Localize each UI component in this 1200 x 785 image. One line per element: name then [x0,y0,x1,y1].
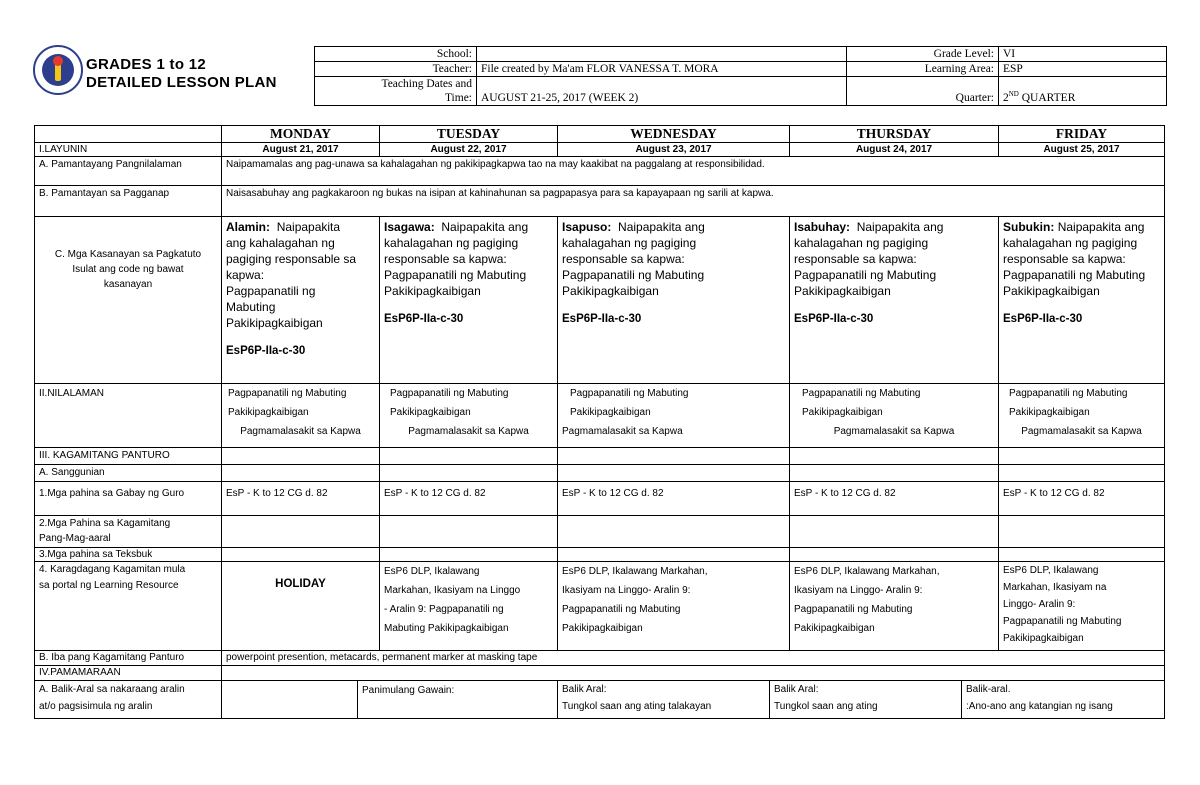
nilalaman-row [35,384,1165,448]
nilalaman-line2: Pakikipagkaibigan [390,407,471,418]
strategy-thursday-line: Pagpapanatili ng Mabuting [794,268,937,282]
strategy-monday-line: Pakikipagkaibigan [226,316,323,330]
teaching-dates-label [315,77,477,106]
balik-label [35,681,222,719]
strategy-friday-name: Subukin: [1003,220,1055,234]
strategy-thursday-line: responsable sa kapwa: [794,252,917,266]
pamamaraan-label: IV.PAMAMARAAN [35,666,222,681]
sanggunian-monday [222,465,380,482]
strategy-friday-line: responsable sa kapwa: [1003,252,1126,266]
day-friday: FRIDAY [999,126,1165,143]
iba-row [35,651,1165,666]
sanggunian-label: A. Sanggunian [35,465,222,482]
strategy-friday-line: Pakikipagkaibigan [1003,284,1100,298]
kasanayan-label-line1: C. Mga Kasanayan sa Pagkatuto [54,249,202,260]
nilalaman-line3: Pagmamalasakit sa Kapwa [240,426,361,437]
teksbuk-wednesday [558,548,790,562]
karagdagang-thursday-line: Pakikipagkaibigan [794,623,875,634]
teaching-dates-label-line1: Teaching Dates and [381,78,472,90]
day-wednesday: WEDNESDAY [558,126,790,143]
kasanayan-label-line2: Isulat ang code ng bawat [72,264,184,275]
strategy-wednesday-name: Isapuso: [562,220,612,234]
kagamitang-label-line1: 2.Mga Pahina sa Kagamitang [39,518,171,529]
header-info-table [314,46,1167,106]
karagdagang-tuesday-line: - Aralin 9: Pagpapanatili ng [384,604,504,615]
grade-level-label: Grade Level: [847,47,999,62]
gabay-monday: EsP - K to 12 CG d. 82 [222,482,380,516]
sanggunian-friday [999,465,1165,482]
teksbuk-friday [999,548,1165,562]
strategy-friday-line: Naipapakita ang [1057,220,1145,234]
nilalaman-friday [999,384,1165,448]
balik-wednesday-line1: Balik Aral: [562,684,607,695]
karagdagang-thursday-line: Pagpapanatili ng Mabuting [794,604,913,615]
balik-label-line1: A. Balik-Aral sa nakaraang aralin [39,684,185,695]
pamamaraan-value [222,666,1165,681]
karagdagang-friday-line: Linggo- Aralin 9: [1003,599,1076,610]
nilalaman-line2: Pakikipagkaibigan [802,407,883,418]
strategy-monday [222,217,380,384]
strategy-wednesday-line: kahalagahan ng pagiging [562,236,697,250]
karagdagang-wednesday-line: Ikasiyam na Linggo- Aralin 9: [562,585,691,596]
day-thursday: THURSDAY [790,126,999,143]
kagamitan-thursday [790,448,999,465]
kagamitan-monday [222,448,380,465]
nilalaman-line1: Pagpapanatili ng Mabuting [228,388,347,399]
balik-label-line2: at/o pagsisimula ng aralin [39,701,153,712]
day-tuesday: TUESDAY [380,126,558,143]
pamantayang-label: A. Pamantayang Pangnilalaman [35,157,222,186]
teksbuk-label: 3.Mga pahina sa Teksbuk [35,548,222,562]
lesson-plan-table [34,125,1165,719]
sanggunian-row [35,465,1165,482]
school-label: School: [315,47,477,62]
strategy-monday-line: Naipapakita [276,220,341,234]
karagdagang-row [35,562,1165,651]
teksbuk-row [35,548,1165,562]
kagamitan-row [35,448,1165,465]
strategy-friday-line: Pagpapanatili ng Mabuting [1003,268,1146,282]
day-monday: MONDAY [222,126,380,143]
kagamitan-label: III. KAGAMITANG PANTURO [35,448,222,465]
document-title-line2: DETAILED LESSON PLAN [86,74,277,91]
strategy-wednesday [558,217,790,384]
karagdagang-wednesday-line: Pagpapanatili ng Mabuting [562,604,681,615]
kagamitang-monday [222,516,380,548]
kagamitan-tuesday [380,448,558,465]
karagdagang-thursday [790,562,999,651]
pagganap-label: B. Pamantayan sa Pagganap [35,186,222,217]
balik-friday-line2: :Ano-ano ang katangian ng isang [966,701,1113,712]
school-value [477,47,847,62]
date-wednesday: August 23, 2017 [558,143,790,157]
pamamaraan-row [35,666,1165,681]
kagamitang-label [35,516,222,548]
nilalaman-line2: Pakikipagkaibigan [570,407,651,418]
strategy-tuesday-code: EsP6P-IIa-c-30 [384,313,464,325]
kagamitan-wednesday [558,448,790,465]
strategy-thursday [790,217,999,384]
strategy-friday-code: EsP6P-IIa-c-30 [1003,313,1083,325]
balik-row [35,681,1165,719]
nilalaman-line1: Pagpapanatili ng Mabuting [390,388,509,399]
kasanayan-row [35,217,1165,384]
learning-area-value: ESP [999,62,1167,77]
date-friday: August 25, 2017 [999,143,1165,157]
strategy-wednesday-line: responsable sa kapwa: [562,252,685,266]
nilalaman-monday [222,384,380,448]
strategy-wednesday-line: Naipapakita ang [618,220,705,234]
nilalaman-line3: Pagmamalasakit sa Kapwa [1021,426,1142,437]
karagdagang-wednesday [558,562,790,651]
karagdagang-label-line1: 4. Karagdagang Kagamitan mula [39,564,186,575]
strategy-monday-name: Alamin: [226,220,271,234]
kagamitan-friday [999,448,1165,465]
nilalaman-label: II.NILALAMAN [35,384,222,448]
strategy-wednesday-code: EsP6P-IIa-c-30 [562,313,642,325]
nilalaman-wednesday [558,384,790,448]
strategy-thursday-line: Pakikipagkaibigan [794,284,891,298]
iba-value: powerpoint presention, metacards, permanent marker at masking tape [222,651,1165,666]
quarter-label: Quarter: [847,77,999,106]
karagdagang-tuesday-line: Mabuting Pakikipagkaibigan [384,623,509,634]
layunin-label: I.LAYUNIN [35,143,222,157]
karagdagang-friday-line: Pakikipagkaibigan [1003,633,1084,644]
corner-cell [35,126,222,143]
strategy-thursday-code: EsP6P-IIa-c-30 [794,313,874,325]
nilalaman-line1: Pagpapanatili ng Mabuting [570,388,689,399]
nilalaman-line3: Pagmamalasakit sa Kapwa [408,426,529,437]
balik-thursday [770,681,962,719]
strategy-tuesday-line: Pakikipagkaibigan [384,284,481,298]
teksbuk-monday [222,548,380,562]
document-title-line1: GRADES 1 to 12 [86,56,207,73]
balik-thursday-line2: Tungkol saan ang ating [774,701,878,712]
strategy-tuesday-name: Isagawa: [384,220,435,234]
strategy-tuesday [380,217,558,384]
karagdagang-tuesday-line: EsP6 DLP, Ikalawang [384,566,480,577]
strategy-monday-line: kapwa: [226,268,265,282]
day-header-row [35,126,1165,143]
kagamitang-label-line2: Pang-Mag-aaral [39,533,111,544]
strategy-tuesday-line: kahalagahan ng pagiging [384,236,519,250]
strategy-monday-line: pagiging responsable sa [226,252,357,266]
strategy-monday-line: Mabuting [226,300,276,314]
kagamitang-thursday [790,516,999,548]
karagdagang-thursday-line: Ikasiyam na Linggo- Aralin 9: [794,585,923,596]
kagamitang-tuesday [380,516,558,548]
nilalaman-line2: Pakikipagkaibigan [1009,407,1090,418]
iba-label: B. Iba pang Kagamitang Panturo [35,651,222,666]
nilalaman-line3: Pagmamalasakit sa Kapwa [833,426,955,437]
gabay-label: 1.Mga pahina sa Gabay ng Guro [35,482,222,516]
karagdagang-tuesday [380,562,558,651]
karagdagang-label-line2: sa portal ng Learning Resource [39,580,179,591]
teacher-label: Teacher: [315,62,477,77]
teksbuk-tuesday [380,548,558,562]
karagdagang-friday-line: Markahan, Ikasiyam na [1003,582,1107,593]
karagdagang-tuesday-line: Markahan, Ikasiyam na Linggo [384,585,521,596]
strategy-friday-line: kahalagahan ng pagiging [1003,236,1138,250]
balik-thursday-line1: Balik Aral: [774,684,819,695]
strategy-thursday-name: Isabuhay: [794,220,851,234]
balik-tuesday: Panimulang Gawain: [358,681,558,719]
nilalaman-line3: Pagmamalasakit sa Kapwa [562,426,683,437]
sanggunian-wednesday [558,465,790,482]
nilalaman-line1: Pagpapanatili ng Mabuting [1009,388,1128,399]
nilalaman-tuesday [380,384,558,448]
gabay-tuesday: EsP - K to 12 CG d. 82 [380,482,558,516]
date-tuesday: August 22, 2017 [380,143,558,157]
strategy-tuesday-line: responsable sa kapwa: [384,252,507,266]
pagganap-value: Naisasabuhay ang pagkakaroon ng bukas na isipan at kahinahunan sa pagpapasya para sa kapayapaan ng sarili at kapwa. [222,186,1165,217]
learning-area-label: Learning Area: [847,62,999,77]
balik-friday-line1: Balik-aral. [966,684,1011,695]
kagamitang-wednesday [558,516,790,548]
karagdagang-monday-holiday: HOLIDAY [222,562,380,651]
sanggunian-tuesday [380,465,558,482]
karagdagang-friday [999,562,1165,651]
strategy-monday-line: ang kahalagahan ng [226,236,335,250]
quarter-value [999,77,1167,106]
teksbuk-thursday [790,548,999,562]
strategy-wednesday-line: Pagpapanatili ng Mabuting [562,268,705,282]
teaching-dates-label-line2: Time: [444,92,472,104]
karagdagang-label [35,562,222,651]
kagamitang-row [35,516,1165,548]
date-thursday: August 24, 2017 [790,143,999,157]
karagdagang-friday-line: EsP6 DLP, Ikalawang [1003,565,1099,576]
karagdagang-wednesday-line: EsP6 DLP, Ikalawang Markahan, [562,566,708,577]
strategy-thursday-line: Naipapakita ang [856,220,944,234]
teacher-value: File created by Ma'am FLOR VANESSA T. MORA [477,62,847,77]
seal-flame-icon [53,56,63,66]
quarter-word: QUARTER [1018,92,1076,104]
grade-level-value: VI [999,47,1167,62]
kasanayan-label [35,217,222,384]
gabay-thursday: EsP - K to 12 CG d. 82 [790,482,999,516]
karagdagang-friday-line: Pagpapanatili ng Mabuting [1003,616,1122,627]
teaching-dates-value: AUGUST 21-25, 2017 (WEEK 2) [477,77,847,106]
quarter-suffix: ND [1008,90,1019,99]
strategy-tuesday-line: Pagpapanatili ng Mabuting [384,268,527,282]
pagganap-row [35,186,1165,217]
nilalaman-line1: Pagpapanatili ng Mabuting [802,388,921,399]
pamantayang-value: Naipamamalas ang pag-unawa sa kahalagahan ng pakikipagkapwa tao na may kaakibat na paggalang at responsibilidad. [222,157,1165,186]
nilalaman-thursday [790,384,999,448]
balik-wednesday-line2: Tungkol saan ang ating talakayan [562,701,712,712]
balik-wednesday [558,681,770,719]
kagamitang-friday [999,516,1165,548]
deped-seal-logo [33,45,83,95]
karagdagang-wednesday-line: Pakikipagkaibigan [562,623,643,634]
balik-friday [962,681,1165,719]
kasanayan-label-line3: kasanayan [103,279,153,290]
date-monday: August 21, 2017 [222,143,380,157]
nilalaman-line2: Pakikipagkaibigan [228,407,309,418]
karagdagang-thursday-line: EsP6 DLP, Ikalawang Markahan, [794,566,940,577]
strategy-thursday-line: kahalagahan ng pagiging [794,236,929,250]
strategy-monday-code: EsP6P-IIa-c-30 [226,345,306,357]
gabay-wednesday: EsP - K to 12 CG d. 82 [558,482,790,516]
balik-monday [222,681,358,719]
strategy-tuesday-line: Naipapakita ang [441,220,529,234]
sanggunian-thursday [790,465,999,482]
quarter-number: 2 [1003,92,1009,104]
strategy-monday-line: Pagpapanatili ng [226,284,316,298]
gabay-row [35,482,1165,516]
gabay-friday: EsP - K to 12 CG d. 82 [999,482,1165,516]
strategy-wednesday-line: Pakikipagkaibigan [562,284,659,298]
layunin-row [35,143,1165,157]
strategy-friday [999,217,1165,384]
pamantayang-row [35,157,1165,186]
